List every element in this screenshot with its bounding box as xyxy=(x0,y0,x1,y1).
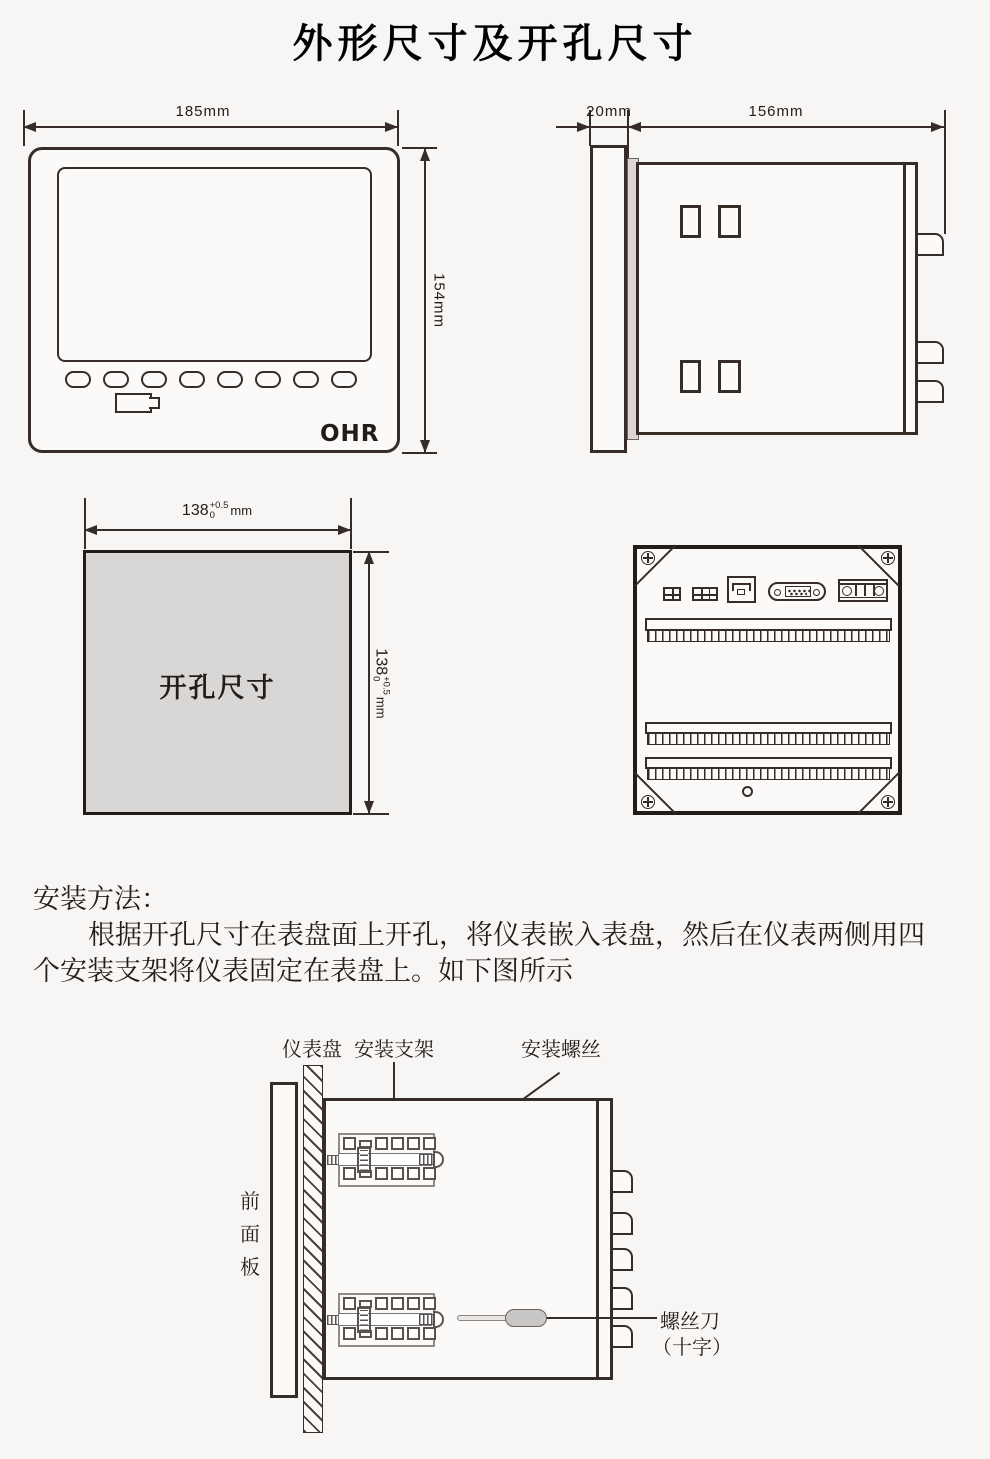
dim-value: 138 xyxy=(181,501,209,519)
panel-wall xyxy=(303,1065,323,1433)
latch-tab xyxy=(611,1287,633,1310)
front-panel xyxy=(270,1082,298,1398)
dim-value: 138 xyxy=(373,648,390,676)
arrowhead-up-icon xyxy=(420,148,430,161)
dim-line-cutout-height xyxy=(368,552,370,814)
usb-slot xyxy=(115,393,152,413)
arrowhead-left-icon xyxy=(23,122,36,132)
front-width-label: 185mm xyxy=(175,103,231,120)
cutout-width-label xyxy=(157,501,277,520)
terminal-strip-teeth xyxy=(647,630,890,642)
rear-hole xyxy=(742,786,753,797)
ext-line xyxy=(84,498,86,549)
arrowhead-left-icon xyxy=(84,525,97,535)
arrowhead-down-icon xyxy=(420,440,430,453)
panel-label: 仪表盘 xyxy=(282,1037,342,1061)
install-heading: 安装方法： xyxy=(33,884,168,915)
dim-line-cutout-width xyxy=(85,529,350,531)
arrowhead-right-icon xyxy=(577,122,590,132)
screwdriver-leader-line xyxy=(547,1317,657,1319)
db9-connector-icon xyxy=(768,582,826,601)
corner-screw-icon xyxy=(881,551,895,565)
panel-button xyxy=(65,371,91,388)
ext-line xyxy=(350,498,352,549)
dim-line-depth xyxy=(556,126,628,128)
corner-screw-icon xyxy=(881,795,895,809)
latch-tab xyxy=(916,380,944,403)
bracket-screw-channel xyxy=(338,1313,432,1326)
arrowhead-up-icon xyxy=(364,551,374,564)
side-bezel xyxy=(590,145,627,453)
brand-logo: OHR xyxy=(320,421,380,447)
arrowhead-right-icon xyxy=(931,122,944,132)
dim-line-width xyxy=(24,126,398,128)
front-panel-label: 前面板 xyxy=(240,1189,260,1279)
latch-tab xyxy=(611,1212,633,1235)
latch-tab xyxy=(611,1170,633,1193)
vent-slot xyxy=(680,205,701,238)
bracket-screw-channel xyxy=(338,1153,432,1166)
cutout-height-label xyxy=(372,634,391,734)
usb-slot-tab xyxy=(149,397,160,409)
power-terminal-icon xyxy=(838,579,888,602)
screwdriver-label-line1: 螺丝刀 xyxy=(660,1309,720,1333)
front-buttons xyxy=(65,371,361,388)
install-paragraph-line2: 个安装支架将仪表固定在表盘上。如下图所示 xyxy=(33,956,573,987)
latch-tab xyxy=(916,341,944,364)
arrowhead-down-icon xyxy=(364,801,374,814)
cutout-label: 开孔尺寸 xyxy=(159,673,276,704)
panel-button xyxy=(217,371,243,388)
ext-line xyxy=(944,110,946,234)
screwdriver-label-line2: （十字） xyxy=(652,1335,732,1359)
screw-thread xyxy=(419,1314,434,1325)
latch-tab xyxy=(916,233,944,256)
bracket-clamp xyxy=(357,1147,371,1173)
side-depth-label: 20mm xyxy=(586,103,632,120)
dim-tol-plus: +0.5 xyxy=(209,500,229,511)
terminal-strip-teeth xyxy=(647,768,890,780)
panel-button xyxy=(255,371,281,388)
terminal-3p xyxy=(692,587,718,601)
front-screen xyxy=(57,167,372,362)
screw-thread xyxy=(327,1315,338,1325)
dim-line-length xyxy=(628,126,944,128)
panel-button xyxy=(179,371,205,388)
vent-slot xyxy=(718,205,741,238)
screw-thread xyxy=(327,1155,338,1165)
terminal-strip-teeth xyxy=(647,733,890,745)
panel-button xyxy=(331,371,357,388)
corner-screw-icon xyxy=(641,551,655,565)
dim-unit: mm xyxy=(373,696,389,719)
vent-slot xyxy=(718,360,741,393)
bracket-clamp xyxy=(357,1307,371,1333)
corner-screw-icon xyxy=(641,795,655,809)
page-title: 外形尺寸及开孔尺寸 xyxy=(292,21,698,67)
side-length-label: 156mm xyxy=(748,103,804,120)
side-body xyxy=(636,162,906,435)
terminal-2p xyxy=(663,587,681,601)
screw-thread xyxy=(419,1154,434,1165)
arrowhead-right-icon xyxy=(385,122,398,132)
dim-unit: mm xyxy=(230,503,253,518)
latch-tab xyxy=(611,1325,633,1348)
ethernet-jack-icon xyxy=(727,576,756,603)
screw-label: 安装螺丝 xyxy=(521,1037,601,1061)
vent-slot xyxy=(680,360,701,393)
screwdriver-shaft xyxy=(457,1315,509,1321)
front-height-label: 154mm xyxy=(430,272,448,329)
panel-button xyxy=(293,371,319,388)
dim-line-height xyxy=(424,148,426,452)
dim-tol-plus: +0.5 xyxy=(380,676,392,695)
arrowhead-right-icon xyxy=(338,525,351,535)
panel-button xyxy=(141,371,167,388)
screwdriver-handle xyxy=(505,1309,547,1327)
latch-tab xyxy=(611,1248,633,1271)
bracket-label: 安装支架 xyxy=(354,1037,434,1061)
dim-tol-minus: 0 xyxy=(371,676,382,682)
panel-button xyxy=(103,371,129,388)
install-paragraph-line1: 根据开孔尺寸在表盘面上开孔，将仪表嵌入表盘，然后在仪表两侧用四 xyxy=(88,920,925,951)
dim-tol-minus: 0 xyxy=(209,509,215,521)
